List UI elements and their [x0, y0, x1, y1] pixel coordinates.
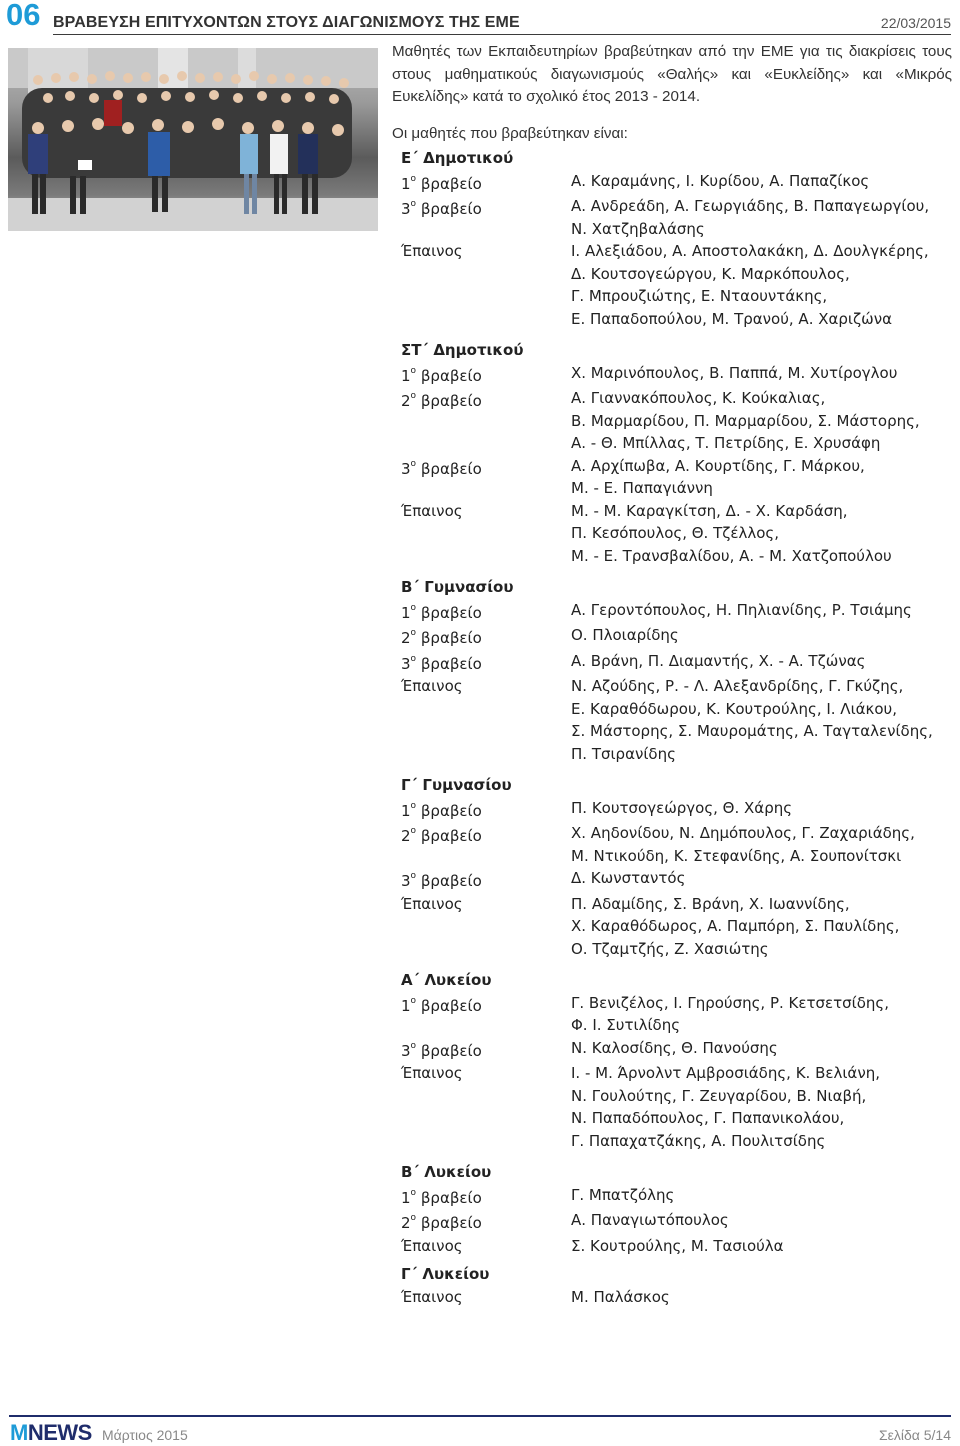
award-type: βραβείο — [420, 174, 482, 193]
award-rank: 3 — [401, 872, 411, 890]
winner-line: Μ. - Μ. Καραγκίτση, Δ. - Χ. Καρδάση, — [571, 501, 848, 520]
section-gap — [401, 567, 951, 576]
award-row — [401, 992, 951, 1037]
ordinal-suffix: ο — [410, 391, 417, 401]
award-label — [401, 675, 571, 765]
award-row — [401, 1062, 951, 1152]
newsletter-logo — [10, 1420, 92, 1446]
award-rank: 1 — [401, 366, 411, 385]
winner-line: Μ. - Ε. Τρανσβαλίδου, Α. - Μ. Χατζοπούλου — [571, 546, 892, 565]
ordinal-suffix: ο — [410, 365, 417, 376]
issue-month: Μάρτιος 2015 — [102, 1427, 188, 1443]
award-row — [401, 1209, 951, 1235]
award-type: βραβείο — [420, 1188, 482, 1207]
ordinal-suffix: ο — [410, 871, 417, 881]
winner-line: Χ. Καραθόδωρος, Α. Παμπόρη, Σ. Παυλίδης, — [571, 917, 900, 935]
section-gap — [401, 960, 951, 969]
award-rank: 3 — [401, 1041, 411, 1060]
class-heading: Α΄ Λυκείου — [401, 971, 492, 989]
award-rank: 1 — [401, 996, 411, 1015]
award-label — [401, 500, 571, 568]
winner-line: Α. Γεροντόπουλος, Η. Πηλιανίδης, Ρ. Τσιάμης — [571, 600, 912, 619]
winner-line: Ε. Παπαδοπούλου, Μ. Τρανού, Α. Χαριζώνα — [571, 309, 892, 328]
winner-line: Γ. Μπρουζιώτης, Ε. Νταουντάκης, — [571, 287, 828, 305]
winner-line: Ν. Αζούδης, Ρ. - Λ. Αλεξανδρίδης, Γ. Γκύζης, — [571, 677, 904, 695]
logo-news: NEWS — [27, 1420, 92, 1445]
award-row — [401, 455, 951, 500]
winner-names — [571, 170, 951, 196]
winner-names — [571, 1184, 951, 1210]
award-type: βραβείο — [420, 392, 482, 410]
winner-line: Ε. Καραθόδωρου, Κ. Κουτρούλης, Ι. Λιάκου, — [571, 699, 898, 718]
section-gap — [401, 1152, 951, 1161]
winner-line: Γ. Βενιζέλος, Ι. Γηρούσης, Ρ. Κετσετσίδης, — [571, 993, 890, 1012]
award-label — [401, 650, 571, 676]
intro-lead: Οι μαθητές που βραβεύτηκαν είναι: — [392, 124, 628, 142]
winner-line: Π. Κουτσογεώργος, Θ. Χάρης — [571, 798, 793, 817]
award-rank: 2 — [401, 1214, 411, 1232]
ordinal-suffix: ο — [410, 628, 417, 638]
winner-line: Ο. Πλοιαρίδης — [571, 626, 679, 644]
award-label — [401, 455, 571, 500]
award-rank: 3 — [401, 654, 411, 673]
award-type: βραβείο — [420, 801, 482, 820]
award-rank: 1 — [401, 1188, 411, 1207]
winner-line: Ι. Αλεξιάδου, Α. Αποστολακάκη, Δ. Δουλγκέρης, — [571, 242, 929, 260]
class-heading: Ε΄ Δημοτικού — [401, 149, 514, 167]
award-row — [401, 170, 951, 196]
award-label — [401, 195, 571, 240]
winner-names — [571, 195, 951, 240]
winner-names — [571, 1062, 951, 1152]
class-heading: Γ΄ Γυμνασίου — [401, 776, 512, 794]
award-label — [401, 624, 571, 650]
award-rank: 1 — [401, 174, 411, 193]
award-rank: 2 — [401, 629, 411, 647]
winner-line: Π. Τσιρανίδης — [571, 744, 676, 763]
winner-line: Δ. Κωνσταντός — [571, 869, 686, 887]
award-label — [401, 992, 571, 1037]
section-gap — [401, 330, 951, 339]
award-type: βραβείο — [420, 629, 482, 647]
award-label — [401, 1235, 571, 1258]
awards-list — [401, 147, 951, 1308]
page-date: 22/03/2015 — [880, 15, 951, 31]
winner-names — [571, 650, 951, 676]
ordinal-suffix: ο — [410, 199, 417, 209]
winner-names — [571, 1286, 951, 1309]
award-row — [401, 822, 951, 867]
winner-line: Β. Μαρμαρίδου, Π. Μαρμαρίδου, Σ. Μάστορης, — [571, 411, 920, 430]
award-rank: 2 — [401, 827, 411, 845]
award-row — [401, 650, 951, 676]
award-row — [401, 867, 951, 893]
award-type: βραβείο — [420, 1041, 482, 1060]
award-label — [401, 170, 571, 196]
section-gap — [401, 765, 951, 774]
ordinal-suffix: ο — [410, 1213, 417, 1223]
winner-line: Δ. Κουτσογεώργου, Κ. Μαρκόπουλος, — [571, 264, 850, 283]
group-photo-illustration — [8, 48, 378, 231]
ordinal-suffix: ο — [410, 458, 417, 469]
page-number: Σελίδα 5/14 — [878, 1427, 951, 1443]
award-rank: 2 — [401, 392, 411, 410]
page-footer — [0, 1410, 960, 1446]
award-label — [401, 797, 571, 823]
winner-line: Σ. Κουτρούλης, Μ. Τασιούλα — [571, 1236, 784, 1255]
award-label — [401, 387, 571, 455]
ordinal-suffix: ο — [410, 1187, 417, 1198]
award-type: βραβείο — [420, 200, 482, 218]
winner-names — [571, 1037, 951, 1063]
logo-m: M — [10, 1420, 28, 1445]
winner-line: Α. Γιαννακόπουλος, Κ. Κούκαλιας, — [571, 389, 826, 407]
award-type: βραβείο — [420, 996, 482, 1015]
winner-names — [571, 992, 951, 1037]
winner-names — [571, 240, 951, 330]
award-row — [401, 387, 951, 455]
award-label — [401, 362, 571, 388]
award-type: Έπαινος — [401, 1064, 463, 1082]
winner-names — [571, 624, 951, 650]
award-rank: 3 — [401, 200, 411, 218]
winner-names — [571, 822, 951, 867]
winner-line: Α. Παναγιωτόπουλος — [571, 1211, 729, 1229]
ordinal-suffix: ο — [410, 1040, 417, 1051]
issue-number: 06 — [6, 0, 41, 32]
award-label — [401, 599, 571, 625]
award-row — [401, 599, 951, 625]
ordinal-suffix: ο — [410, 995, 417, 1006]
winner-line: Α. - Θ. Μπίλλας, Τ. Πετρίδης, Ε. Χρυσάφη — [571, 434, 881, 452]
ordinal-suffix: ο — [410, 826, 417, 836]
winner-line: Π. Κεσόπουλος, Θ. Τζέλλος, — [571, 524, 780, 542]
footer-divider — [9, 1415, 951, 1417]
winner-names — [571, 1209, 951, 1235]
winner-line: Φ. Ι. Συτιλίδης — [571, 1016, 681, 1034]
award-type: Έπαινος — [401, 894, 463, 913]
award-type: Έπαινος — [401, 1236, 463, 1255]
winner-line: Γ. Παπαχατζάκης, Α. Πουλιτσίδης — [571, 1131, 826, 1150]
award-row — [401, 1235, 951, 1258]
winner-names — [571, 1235, 951, 1258]
award-row — [401, 362, 951, 388]
award-label — [401, 1209, 571, 1235]
class-heading: Β΄ Λυκείου — [401, 1163, 492, 1181]
winner-line: Γ. Μπατζόλης — [571, 1185, 675, 1204]
ordinal-suffix: ο — [410, 800, 417, 811]
intro-block — [392, 41, 952, 145]
winner-line: Ν. Γουλούτης, Γ. Ζευγαρίδου, Β. Νιαβή, — [571, 1086, 867, 1105]
award-label — [401, 1286, 571, 1309]
winner-line: Ι. - Μ. Άρνολντ Αμβροσιάδης, Κ. Βελιάνη, — [571, 1064, 880, 1082]
award-row — [401, 240, 951, 330]
award-label — [401, 1062, 571, 1152]
winner-names — [571, 387, 951, 455]
intro-paragraph: Μαθητές των Εκπαιδευτηρίων βραβεύτηκαν από την ΕΜΕ για τις διακρίσεις τους στους μαθηματικούς διαγωνισμούς «Θαλής» και «Ευκλείδης» και «Μικρός Ευκελίδης» κατά το σχολικό έτος 2013 - 2014. — [392, 43, 952, 105]
award-type: βραβείο — [420, 654, 482, 673]
group-photo — [8, 48, 378, 231]
winner-line: Ο. Τζαμτζής, Ζ. Χασιώτης — [571, 939, 769, 958]
ordinal-suffix: ο — [410, 653, 417, 664]
winner-line: Π. Αδαμίδης, Σ. Βράνη, Χ. Ιωαννίδης, — [571, 894, 850, 913]
winner-line: Ν. Χατζηβαλάσης — [571, 219, 705, 238]
award-row — [401, 500, 951, 568]
winner-line: Χ. Αηδονίδου, Ν. Δημόπουλος, Γ. Ζαχαριάδης, — [571, 824, 915, 842]
winner-names — [571, 500, 951, 568]
winner-line: Χ. Μαρινόπουλος, Β. Παππά, Μ. Χυτίρογλου — [571, 363, 898, 382]
award-row — [401, 893, 951, 961]
class-heading: Γ΄ Λυκείου — [401, 1265, 490, 1283]
award-label — [401, 822, 571, 867]
award-type: Έπαινος — [401, 677, 463, 695]
winner-names — [571, 893, 951, 961]
award-type: Έπαινος — [401, 242, 463, 260]
award-type: βραβείο — [420, 1214, 482, 1232]
header-divider — [53, 34, 951, 35]
winner-line: Α. Καραμάνης, Ι. Κυρίδου, Α. Παπαζίκος — [571, 171, 870, 190]
award-type: Έπαινος — [401, 501, 463, 520]
award-row — [401, 797, 951, 823]
award-label — [401, 240, 571, 330]
award-type: βραβείο — [420, 603, 482, 622]
winner-line: Α. Βράνη, Π. Διαμαντής, Χ. - Α. Τζώνας — [571, 651, 866, 670]
award-type: βραβείο — [420, 827, 482, 845]
page-title: ΒΡΑΒΕΥΣΗ ΕΠΙΤΥΧΟΝΤΩΝ ΣΤΟΥΣ ΔΙΑΓΩΝΙΣΜΟΥΣ ΤΗΣ ΕΜΕ — [53, 14, 520, 31]
award-row — [401, 1184, 951, 1210]
award-label — [401, 893, 571, 961]
award-rank: 3 — [401, 459, 411, 478]
award-label — [401, 1184, 571, 1210]
winner-line: Ν. Παπαδόπουλος, Γ. Παπανικολάου, — [571, 1109, 845, 1127]
award-label — [401, 867, 571, 893]
class-heading: Β΄ Γυμνασίου — [401, 578, 514, 596]
winner-names — [571, 675, 951, 765]
winner-line: Μ. - Ε. Παπαγιάννη — [571, 479, 713, 497]
ordinal-suffix: ο — [410, 602, 417, 613]
award-type: βραβείο — [420, 872, 482, 890]
page-header — [0, 0, 960, 44]
winner-names — [571, 455, 951, 500]
award-row — [401, 1037, 951, 1063]
winner-names — [571, 599, 951, 625]
winner-line: Σ. Μάστορης, Σ. Μαυρομάτης, Α. Ταγταλενίδης, — [571, 722, 933, 740]
winner-line: Α. Ανδρεάδη, Α. Γεωργιάδης, Β. Παπαγεωργίου, — [571, 197, 930, 215]
award-row — [401, 195, 951, 240]
ordinal-suffix: ο — [410, 173, 417, 184]
award-type: Έπαινος — [401, 1287, 463, 1306]
class-heading: ΣΤ΄ Δημοτικού — [401, 341, 524, 359]
award-label — [401, 1037, 571, 1063]
award-row — [401, 1286, 951, 1309]
winner-line: Α. Αρχίπωβα, Α. Κουρτίδης, Γ. Μάρκου, — [571, 456, 865, 475]
award-rank: 1 — [401, 603, 411, 622]
award-row — [401, 624, 951, 650]
award-rank: 1 — [401, 801, 411, 820]
winner-line: Ν. Καλοσίδης, Θ. Πανούσης — [571, 1038, 778, 1057]
award-type: βραβείο — [420, 366, 482, 385]
winner-names — [571, 362, 951, 388]
winner-line: Μ. Παλάσκος — [571, 1287, 670, 1306]
award-row — [401, 675, 951, 765]
winner-names — [571, 867, 951, 893]
award-type: βραβείο — [420, 459, 482, 478]
winner-names — [571, 797, 951, 823]
winner-line: Μ. Ντικούδη, Κ. Στεφανίδης, Α. Σουπονίτσκι — [571, 846, 902, 865]
